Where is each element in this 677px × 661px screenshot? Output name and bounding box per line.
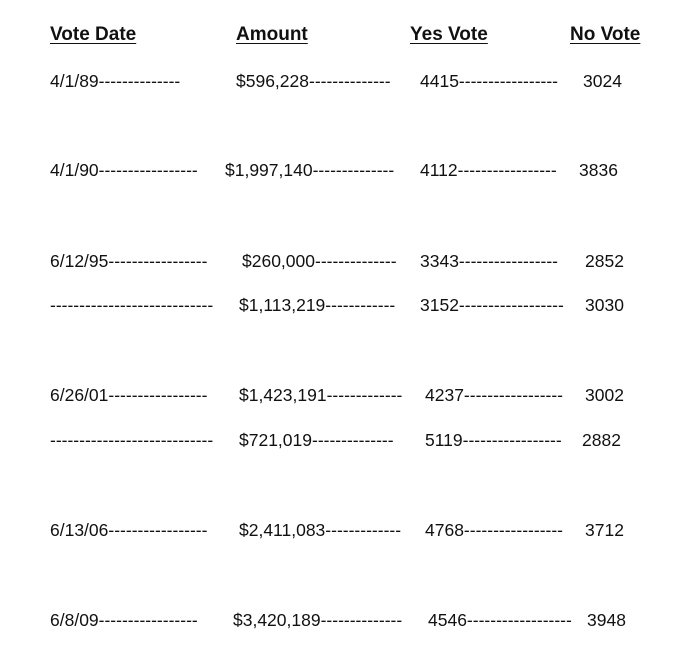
row-amount: $2,411,083------------- bbox=[239, 520, 402, 540]
row-yes-vote: 4768----------------- bbox=[425, 520, 564, 540]
vote-row bbox=[0, 295, 677, 319]
vote-row bbox=[0, 251, 677, 275]
row-date: ---------------------------- bbox=[50, 295, 214, 315]
row-amount: $260,000-------------- bbox=[242, 251, 397, 271]
row-no-vote: 3836 bbox=[579, 160, 618, 180]
row-yes-vote: 3343----------------- bbox=[420, 251, 559, 271]
row-yes-vote: 5119----------------- bbox=[425, 430, 562, 450]
row-yes-vote: 3152------------------ bbox=[420, 295, 564, 315]
header-no-vote: No Vote bbox=[570, 24, 641, 45]
vote-row bbox=[0, 610, 677, 634]
row-date: 6/13/06----------------- bbox=[50, 520, 208, 540]
header-amount: Amount bbox=[236, 24, 308, 45]
row-date: 4/1/89-------------- bbox=[50, 71, 181, 91]
row-amount: $1,113,219------------ bbox=[239, 295, 396, 315]
row-amount: $1,997,140-------------- bbox=[225, 160, 395, 180]
row-amount: $721,019-------------- bbox=[239, 430, 394, 450]
row-yes-vote: 4112----------------- bbox=[420, 160, 557, 180]
vote-row bbox=[0, 385, 677, 409]
table-header bbox=[0, 24, 677, 50]
row-no-vote: 3948 bbox=[587, 610, 626, 630]
vote-row bbox=[0, 160, 677, 184]
vote-row bbox=[0, 430, 677, 454]
row-no-vote: 3030 bbox=[585, 295, 624, 315]
row-no-vote: 3712 bbox=[585, 520, 624, 540]
row-no-vote: 3024 bbox=[583, 71, 622, 91]
row-date: 6/12/95----------------- bbox=[50, 251, 208, 271]
row-amount: $1,423,191------------- bbox=[239, 385, 403, 405]
row-yes-vote: 4415----------------- bbox=[420, 71, 559, 91]
row-yes-vote: 4237----------------- bbox=[425, 385, 564, 405]
header-vote-date: Vote Date bbox=[50, 24, 137, 45]
row-amount: $596,228-------------- bbox=[236, 71, 391, 91]
row-date: 6/8/09----------------- bbox=[50, 610, 198, 630]
header-yes-vote: Yes Vote bbox=[410, 24, 488, 45]
row-date: ---------------------------- bbox=[50, 430, 214, 450]
row-yes-vote: 4546------------------ bbox=[428, 610, 572, 630]
vote-row bbox=[0, 71, 677, 95]
row-amount: $3,420,189-------------- bbox=[233, 610, 403, 630]
row-no-vote: 2852 bbox=[585, 251, 624, 271]
row-no-vote: 3002 bbox=[585, 385, 624, 405]
vote-row bbox=[0, 520, 677, 544]
row-no-vote: 2882 bbox=[582, 430, 621, 450]
row-date: 4/1/90----------------- bbox=[50, 160, 198, 180]
row-date: 6/26/01----------------- bbox=[50, 385, 208, 405]
